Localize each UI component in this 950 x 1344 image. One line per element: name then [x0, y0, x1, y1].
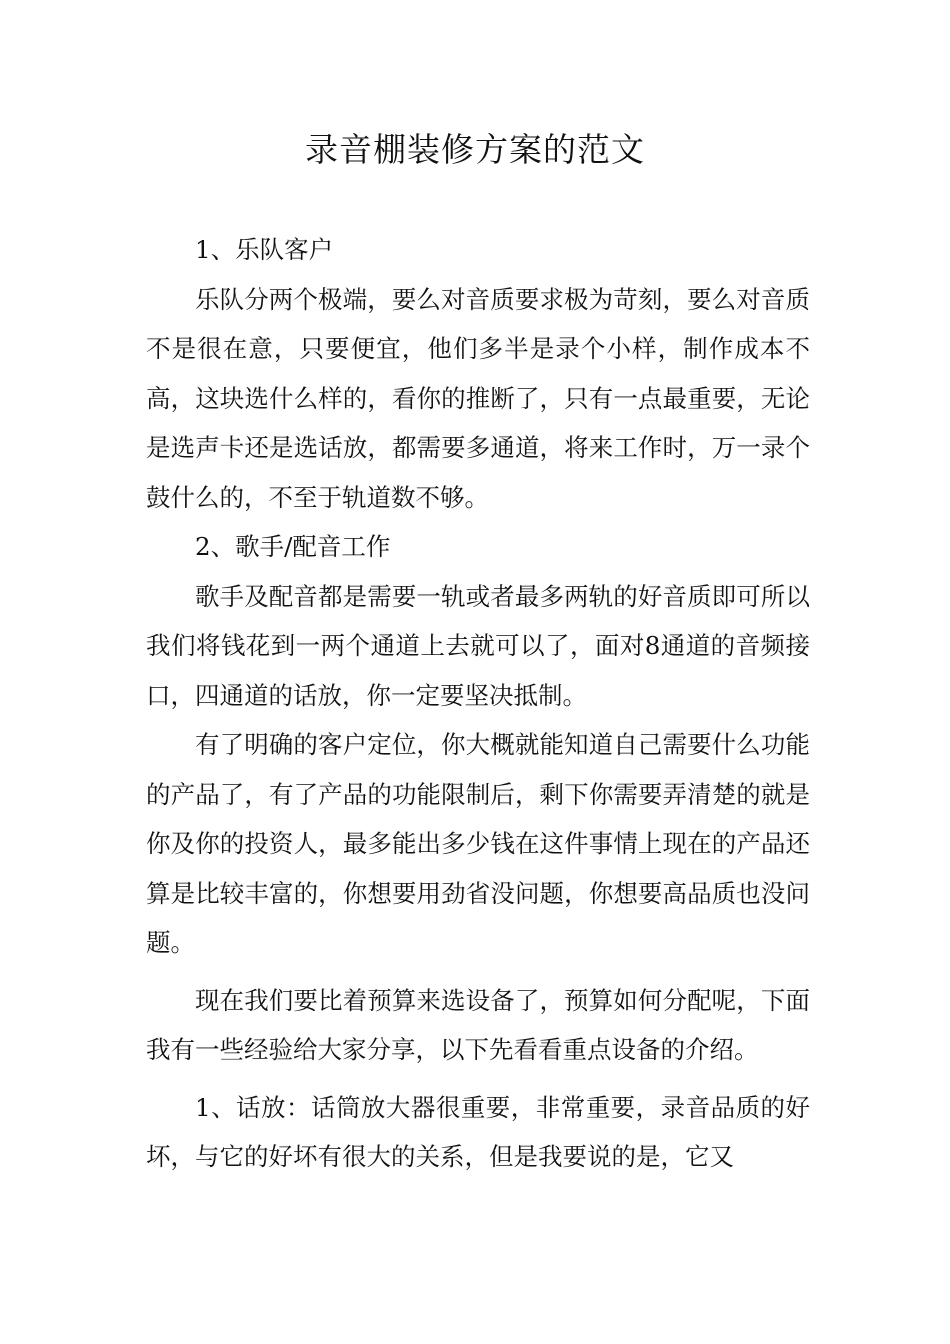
paragraph-band-clients: 乐队分两个极端，要么对音质要求极为苛刻，要么对音质不是很在意，只要便宜，他们多半是录个小样，制作成本不高，这块选什么样的，看你的推断了，只有一点最重要，无论是选声卡还是选话放，都需要多通道，将来工作时，万一录个鼓什么的，不至于轨道数不够。	[146, 284, 810, 512]
paragraph-budget: 现在我们要比着预算来选设备了，预算如何分配呢，下面我有一些经验给大家分享，以下先看看重点设备的介绍。	[146, 985, 810, 1064]
paragraph-singer: 歌手及配音都是需要一轨或者最多两轨的好音质即可所以我们将钱花到一两个通道上去就可以了，面对8通道的音频接口，四通道的话放，你一定要坚决抵制。	[146, 581, 810, 710]
paragraph-singer-heading: 2、歌手/配音工作	[195, 532, 391, 561]
paragraph-band-clients-heading: 1、乐队客户	[195, 235, 334, 264]
paragraph-customer-positioning: 有了明确的客户定位，你大概就能知道自己需要什么功能的产品了，有了产品的功能限制后，剩下你需要弄清楚的就是你及你的投资人，最多能出多少钱在这件事情上现在的产品还算是比较丰富的，你想要用劲省没问题，你想要高品质也没问题。	[146, 730, 810, 957]
paragraph-mic-preamp: 1、话放：话筒放大器很重要，非常重要，录音品质的好坏，与它的好坏有很大的关系，但是我要说的是，它又	[146, 1092, 810, 1171]
document-body	[146, 225, 810, 1182]
document-title: 录音棚装修方案的范文	[305, 130, 645, 169]
